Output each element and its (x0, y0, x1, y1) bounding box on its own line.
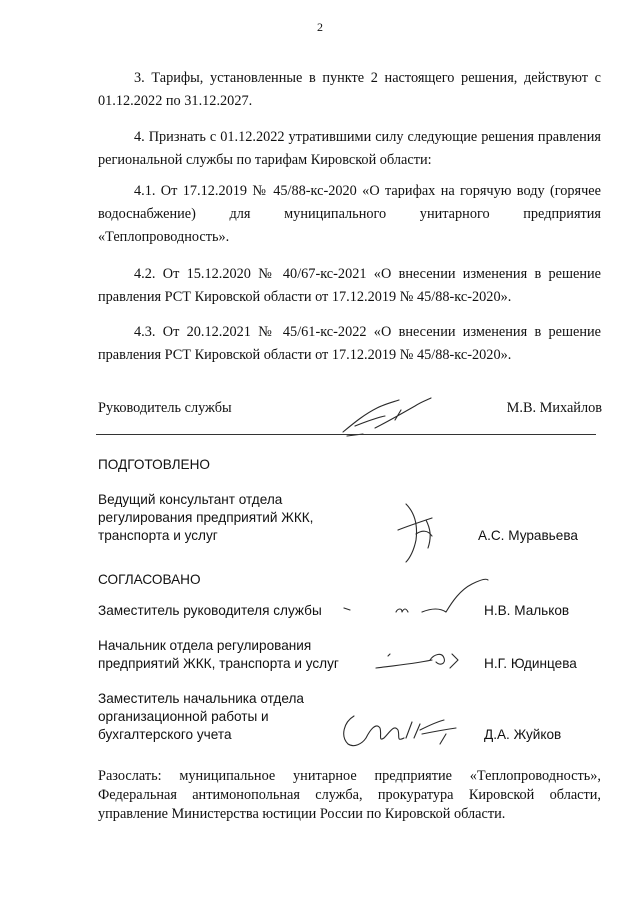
approver-2-title-line: предприятий ЖКК, транспорта и услуг (98, 656, 339, 671)
paragraph-4-3: 4.3. От 20.12.2021 № 45/61-кс-2022 «О внесении изменения в решение правления РСТ Кировской области от 17.12.2019 № 45/88-кс-2020». (98, 324, 601, 363)
divider-line (96, 434, 596, 435)
distribution-list: Разослать: муниципальное унитарное предприятие «Теплопроводность», Федеральная антимонопольная служба, прокуратура Кировской области, управление Министерства юстиции России по Кировской области. (98, 768, 601, 822)
head-title: Руководитель службы (98, 400, 232, 416)
approver-3-name: Д.А. Жуйков (484, 727, 562, 742)
paragraph-4: 4. Признать с 01.12.2022 утратившими силу следующие решения правления региональной службы по тарифам Кировской области: (98, 129, 601, 168)
prepared-title-line: Ведущий консультант отдела (98, 492, 283, 507)
approver-1-name: Н.В. Мальков (484, 603, 570, 618)
approver-3-title-line: Заместитель начальника отдела (98, 691, 304, 706)
paragraph-3: 3. Тарифы, установленные в пункте 2 настоящего решения, действуют с 01.12.2022 по 31.12.2027. (98, 70, 601, 109)
prepared-heading: ПОДГОТОВЛЕНО (98, 457, 210, 472)
prepared-title-line: регулирования предприятий ЖКК, (98, 510, 314, 525)
page-number: 2 (317, 20, 323, 34)
approved-heading: СОГЛАСОВАНО (98, 572, 201, 587)
approver-1-signature (340, 574, 490, 618)
approver-2-title-line: Начальник отдела регулирования (98, 638, 312, 653)
approver-3-signature (336, 708, 460, 752)
approver-1-title: Заместитель руководителя службы (98, 603, 322, 618)
prepared-signature (392, 500, 448, 566)
paragraph-4-2: 4.2. От 15.12.2020 № 40/67-кс-2021 «О внесении изменения в решение правления РСТ Кировской области от 17.12.2019 № 45/88-кс-2020». (98, 266, 601, 305)
head-name: М.В. Михайлов (506, 400, 602, 416)
prepared-title-line: транспорта и услуг (98, 528, 218, 543)
prepared-name: А.С. Муравьева (478, 528, 578, 543)
approver-3-title-line: организационной работы и (98, 709, 269, 724)
approver-3-title-line: бухгалтерского учета (98, 727, 232, 742)
head-signature (335, 392, 435, 440)
approver-2-name: Н.Г. Юдинцева (484, 656, 577, 671)
paragraph-4-1: 4.1. От 17.12.2019 № 45/88-кс-2020 «О тарифах на горячую воду (горячее водоснабжение) для муниципального унитарного предприятия «Теплопроводность». (98, 183, 601, 245)
approver-2-signature (372, 638, 472, 674)
